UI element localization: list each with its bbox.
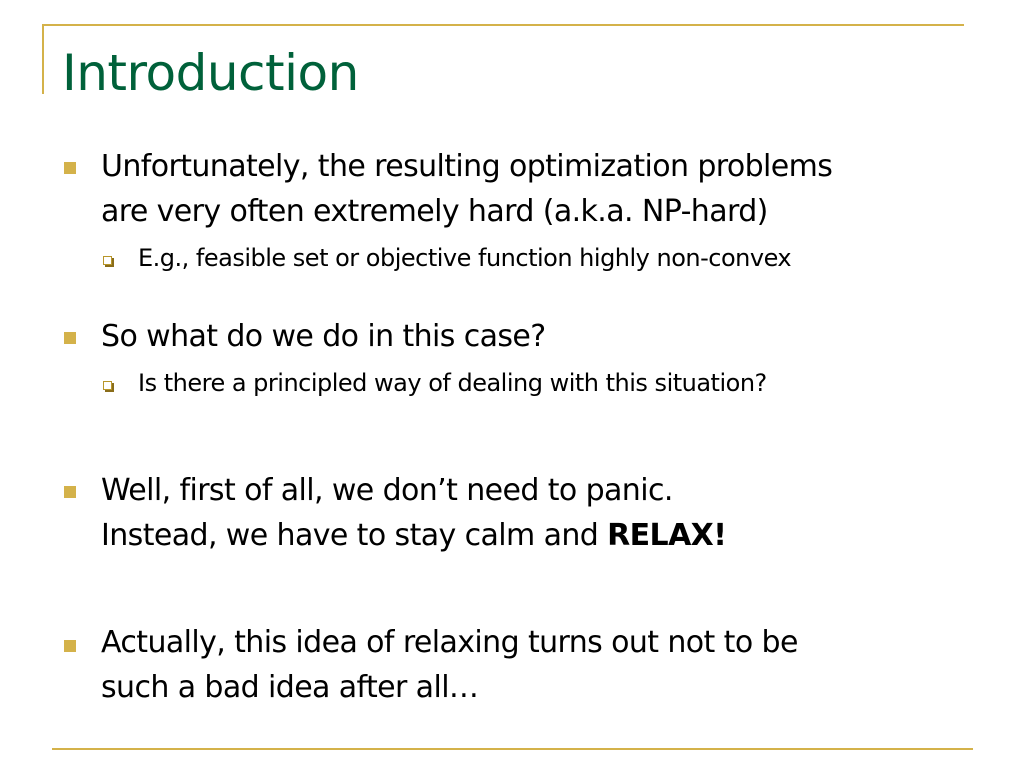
bullet-square-icon — [64, 640, 76, 652]
relax-emphasis: RELAX! — [607, 518, 727, 553]
bullet-1-sub: E.g., feasible set or objective function highly non-convex — [138, 244, 792, 272]
bullet-3-line-2 — [101, 513, 726, 558]
bullet-square-icon — [64, 486, 76, 498]
frame-left-rule — [42, 24, 44, 94]
frame-top-rule — [42, 24, 964, 26]
frame-bottom-rule — [52, 748, 973, 750]
bullet-2-sub: Is there a principled way of dealing with this situation? — [138, 369, 767, 397]
sub-bullet-square-icon — [103, 256, 112, 265]
bullet-1-line-2: are very often extremely hard (a.k.a. NP-hard) — [101, 194, 768, 229]
bullet-3-line-2-text: Instead, we have to stay calm and — [101, 518, 608, 553]
bullet-4-line-1: Actually, this idea of relaxing turns out not to be — [101, 625, 798, 660]
bullet-2-line-1: So what do we do in this case? — [101, 319, 546, 354]
bullet-1-line-1: Unfortunately, the resulting optimization problems — [101, 149, 833, 184]
bullet-4-line-2: such a bad idea after all… — [101, 670, 479, 705]
sub-bullet-square-icon — [103, 381, 112, 390]
bullet-3-line-1: Well, first of all, we don’t need to panic. — [101, 473, 673, 508]
bullet-square-icon — [64, 332, 76, 344]
bullet-square-icon — [64, 162, 76, 174]
slide-title: Introduction — [62, 44, 359, 102]
